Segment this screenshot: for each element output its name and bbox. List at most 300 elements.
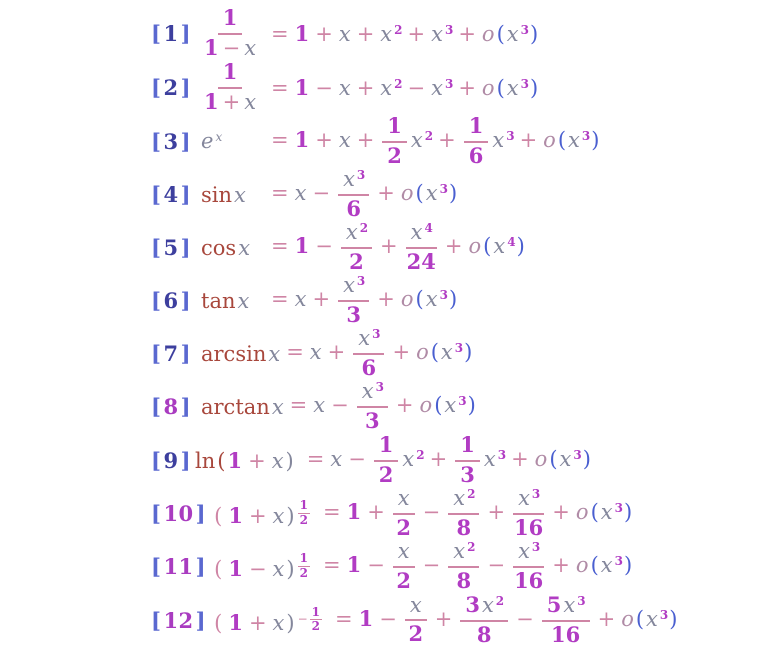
formula-lhs	[209, 606, 323, 635]
math-token: x	[410, 220, 423, 245]
fraction	[405, 594, 427, 647]
math-token: o	[534, 446, 548, 471]
math-token: 2	[299, 512, 308, 527]
math-token: )	[529, 75, 539, 100]
fraction	[203, 6, 257, 60]
math-token: 3	[614, 554, 623, 569]
math-token: ]	[180, 20, 191, 46]
formula-rhs	[266, 274, 458, 327]
fraction-denominator	[407, 621, 424, 647]
math-token: x	[410, 127, 423, 152]
math-token: 3	[581, 128, 591, 143]
fraction-denominator	[386, 143, 403, 169]
fraction-denominator	[345, 302, 362, 328]
fraction-denominator	[456, 568, 473, 594]
fraction-denominator	[300, 514, 308, 527]
math-token: 3	[356, 274, 366, 289]
math-token: )	[286, 557, 295, 582]
fraction-denominator	[203, 35, 257, 61]
math-token: 16	[514, 567, 544, 593]
math-token: x	[343, 167, 355, 192]
math-token: o	[481, 75, 495, 100]
math-token: tan	[201, 288, 236, 313]
math-token: x	[338, 21, 351, 46]
math-token: e	[201, 129, 214, 154]
fraction	[393, 487, 415, 540]
fraction-numerator	[353, 327, 384, 355]
formula-lhs	[200, 60, 266, 114]
math-token: 5	[546, 592, 562, 618]
math-token: )	[591, 127, 600, 152]
math-token: 2	[396, 514, 412, 540]
math-token: [	[151, 20, 162, 46]
math-token: 3	[458, 394, 467, 409]
formula-row-7	[150, 327, 760, 380]
math-token: 6	[468, 142, 484, 168]
math-token: [	[151, 235, 162, 261]
formula-label	[150, 501, 207, 526]
math-token: x	[244, 35, 257, 60]
formula-rhs	[281, 327, 473, 380]
math-token: 3	[614, 501, 623, 516]
fraction-numerator	[298, 499, 310, 514]
math-token: (	[430, 340, 439, 365]
fraction-numerator	[513, 540, 544, 568]
formula-rhs	[285, 380, 477, 433]
math-token: +	[222, 89, 241, 114]
fraction-denominator	[459, 462, 476, 488]
math-token: o	[400, 287, 414, 312]
math-token: 2	[424, 128, 434, 143]
math-token: 1	[204, 34, 219, 60]
fraction	[448, 540, 479, 593]
math-token: +	[392, 340, 411, 365]
math-token: 1	[346, 499, 362, 525]
math-token: 2	[396, 567, 412, 593]
math-token: 1	[294, 233, 310, 259]
math-token: 1	[378, 432, 394, 458]
formula-row-1	[150, 6, 760, 60]
superscript	[394, 24, 402, 36]
math-token: 2	[408, 621, 424, 647]
math-token: 3	[506, 128, 515, 143]
math-token: +	[458, 75, 476, 100]
formula-lhs	[200, 6, 266, 60]
math-token: 6	[163, 288, 179, 314]
fraction-denominator	[513, 515, 544, 541]
math-token: 16	[514, 514, 544, 540]
math-token: x	[425, 181, 438, 206]
superscript	[416, 449, 424, 461]
math-token: +	[248, 610, 267, 635]
math-token: x	[330, 446, 343, 471]
fraction-denominator	[345, 196, 362, 222]
math-token: +	[519, 127, 538, 152]
math-token: (	[557, 127, 567, 152]
math-token: x	[361, 379, 374, 404]
math-token: 8	[456, 567, 472, 593]
math-token: x	[431, 21, 443, 46]
fraction-numerator	[382, 114, 407, 143]
math-token: 3	[365, 407, 380, 433]
fraction-denominator	[378, 462, 395, 488]
formula-label	[150, 129, 200, 154]
math-token: 2	[416, 447, 425, 462]
math-token: 2	[467, 540, 476, 555]
formula-row-8	[150, 380, 760, 433]
formula-lhs	[200, 183, 266, 207]
math-token: 3	[356, 168, 366, 183]
math-token: 3	[439, 288, 448, 303]
formula-lhs	[200, 342, 281, 366]
superscript	[445, 24, 453, 36]
math-token: +	[377, 287, 395, 312]
math-token: )	[529, 21, 539, 46]
math-token: o	[575, 553, 589, 578]
fraction-numerator	[460, 593, 508, 622]
formula-label	[150, 75, 200, 100]
math-token: [	[151, 447, 162, 473]
fraction-denominator	[361, 355, 378, 381]
math-token: x	[518, 486, 530, 511]
math-token: =	[271, 75, 289, 100]
math-token: )	[286, 504, 295, 529]
math-token: 1	[222, 59, 238, 85]
math-token: x	[234, 182, 246, 207]
formula-row-2	[150, 60, 760, 114]
math-token: +	[356, 127, 375, 152]
math-token: x	[397, 539, 410, 564]
superscript	[532, 541, 540, 553]
superscript	[577, 595, 585, 607]
math-token: x	[237, 288, 250, 313]
math-token: [	[151, 341, 162, 367]
fraction-denominator	[406, 249, 437, 275]
formula-row-11	[150, 540, 760, 593]
math-token: x	[425, 287, 438, 312]
math-token: =	[271, 127, 289, 152]
math-token: 3	[444, 76, 454, 91]
fraction	[542, 593, 590, 647]
math-token: 3	[531, 540, 541, 555]
superscript	[582, 130, 590, 142]
superscript	[573, 449, 581, 461]
math-token: −	[407, 75, 426, 100]
formula-rhs	[266, 21, 539, 46]
math-token: 2	[163, 74, 179, 100]
math-token: x	[268, 341, 281, 366]
math-token: +	[312, 287, 331, 312]
math-token: 1	[299, 551, 308, 566]
math-token: ]	[180, 235, 191, 261]
math-token: x	[431, 75, 443, 100]
math-token: x	[338, 75, 351, 100]
math-token: 1	[311, 604, 321, 619]
math-token: 1	[228, 556, 243, 582]
math-token: +	[248, 448, 266, 473]
math-token: +	[434, 606, 453, 631]
math-token: x	[444, 393, 457, 418]
formula-lhs	[209, 552, 311, 581]
math-token: 8	[163, 394, 179, 420]
formula-label	[150, 394, 200, 419]
fraction	[464, 114, 489, 168]
math-token: (	[217, 448, 226, 473]
superscript	[506, 130, 514, 142]
math-token: =	[335, 606, 353, 631]
math-token: 3	[460, 461, 475, 487]
math-token: (	[483, 234, 492, 259]
math-token: +	[367, 500, 385, 525]
math-token: −	[422, 500, 441, 525]
fraction-denominator	[364, 408, 381, 434]
math-token: 2	[387, 142, 402, 168]
math-token: x	[272, 504, 285, 529]
math-token: (	[590, 500, 599, 525]
math-token: −	[312, 181, 331, 206]
math-token: 3	[520, 76, 529, 91]
formula-label	[150, 608, 207, 633]
math-token: 16	[551, 621, 581, 647]
math-token: 2	[394, 76, 403, 91]
math-token: sin	[201, 182, 233, 207]
math-token: 2	[311, 619, 321, 634]
fraction-numerator	[218, 60, 243, 89]
superscript	[496, 595, 504, 607]
math-token: 3	[346, 301, 361, 327]
math-token: +	[438, 127, 456, 152]
formula-rhs	[266, 114, 600, 168]
math-token: +	[356, 21, 375, 46]
math-token: =	[271, 21, 289, 46]
fraction-numerator	[357, 380, 388, 408]
math-token: x	[380, 21, 393, 46]
math-token: ]	[180, 128, 191, 154]
fraction-denominator	[468, 143, 485, 169]
math-token: 1	[222, 5, 238, 30]
formula-label	[150, 288, 200, 313]
math-token: x	[345, 220, 358, 245]
math-token: 4	[507, 235, 516, 250]
math-token: o	[575, 500, 589, 525]
superscript	[458, 395, 466, 407]
fraction-numerator	[448, 487, 479, 515]
formula-row-10	[150, 487, 760, 540]
fraction	[298, 552, 310, 579]
superscript	[521, 24, 529, 36]
superscript	[425, 222, 433, 234]
superscript	[425, 130, 433, 142]
math-token: +	[552, 500, 570, 525]
math-token: x	[402, 446, 415, 471]
math-token: )	[448, 181, 458, 206]
superscript	[532, 488, 540, 500]
math-token: 3	[444, 22, 454, 37]
math-token: −	[379, 606, 397, 631]
fraction-numerator	[310, 606, 322, 621]
math-token: 3	[465, 592, 480, 618]
math-token: x	[271, 448, 284, 473]
math-token: 1	[228, 503, 243, 529]
math-token: =	[271, 234, 289, 259]
math-token: )	[669, 606, 678, 631]
fraction-numerator	[448, 540, 479, 568]
fraction	[513, 487, 544, 540]
formula-rhs	[318, 487, 633, 540]
math-token: ln	[195, 448, 216, 473]
math-token: +	[597, 606, 616, 631]
superscript	[297, 606, 323, 633]
math-token: =	[322, 500, 341, 525]
math-token: arcsin	[201, 341, 267, 366]
fraction-denominator	[203, 89, 257, 115]
formula-rhs	[302, 433, 592, 487]
math-token: )	[623, 500, 633, 525]
math-token: o	[400, 181, 414, 206]
fraction	[374, 433, 399, 487]
superscript	[215, 131, 222, 143]
math-token: =	[322, 553, 341, 578]
math-token: (	[415, 287, 424, 312]
math-token: 2	[378, 461, 394, 487]
math-token: [	[151, 128, 162, 154]
math-token: 3	[439, 182, 448, 197]
math-token: 4	[424, 221, 433, 236]
math-token: x	[453, 486, 466, 511]
fraction	[455, 433, 480, 487]
math-token: +	[380, 234, 398, 259]
math-token: x	[294, 181, 307, 206]
math-token: 1	[163, 20, 179, 46]
formula-rhs	[266, 75, 539, 100]
math-token: −	[331, 393, 349, 418]
formula-rhs	[266, 168, 458, 221]
fraction-numerator	[338, 168, 369, 196]
math-token: 4	[163, 182, 179, 208]
math-token: 2	[495, 594, 505, 609]
superscript	[498, 449, 506, 461]
fraction-denominator	[300, 567, 308, 580]
math-token: x	[563, 593, 576, 618]
math-token: 6	[346, 195, 361, 221]
math-token: x	[313, 393, 326, 418]
math-token: x	[559, 446, 572, 471]
math-token: ]	[195, 554, 207, 580]
formula-label	[150, 448, 192, 473]
math-token: 3	[163, 128, 179, 154]
superscript	[297, 499, 311, 526]
fraction-denominator	[550, 622, 581, 648]
math-token: (	[415, 181, 424, 206]
math-token: ]	[180, 182, 191, 208]
formula-row-9	[150, 433, 760, 487]
fraction	[460, 593, 508, 647]
fraction-numerator	[455, 433, 480, 462]
math-token: [	[151, 394, 162, 420]
math-token: x	[506, 75, 519, 100]
math-token: =	[286, 340, 304, 365]
fraction	[338, 274, 369, 327]
math-token: [	[151, 607, 162, 633]
math-token: x	[215, 130, 223, 145]
math-token: [	[151, 288, 162, 314]
math-token: )	[464, 340, 473, 365]
math-token: o	[416, 340, 429, 365]
math-token: 8	[456, 514, 472, 540]
math-token: =	[271, 287, 289, 312]
math-token: o	[419, 393, 433, 418]
fraction-numerator	[298, 552, 310, 567]
math-token: 2	[467, 487, 476, 502]
math-token: (	[496, 75, 505, 100]
math-token: 3	[520, 22, 529, 37]
formula-label	[150, 235, 200, 260]
superscript	[297, 552, 311, 579]
math-token: 1	[294, 126, 310, 152]
math-token: x	[397, 486, 410, 511]
superscript	[660, 609, 668, 621]
math-token: )	[516, 234, 525, 259]
fraction	[341, 221, 372, 274]
math-token: +	[511, 446, 529, 471]
math-token: x	[238, 235, 251, 260]
superscript	[372, 328, 380, 340]
math-token: 1	[358, 605, 374, 631]
superscript	[394, 78, 402, 90]
formula-rhs	[266, 221, 526, 274]
math-token: x	[244, 89, 257, 114]
fraction-numerator	[338, 274, 369, 302]
math-token: ]	[180, 288, 191, 314]
math-token: 1	[294, 74, 310, 100]
fraction-numerator	[542, 593, 590, 622]
math-token: +	[356, 75, 375, 100]
superscript	[615, 555, 623, 567]
math-token: −	[297, 611, 308, 626]
math-token: [	[151, 74, 162, 100]
fraction-denominator	[513, 568, 544, 594]
formula-lhs	[200, 236, 266, 260]
formula-lhs	[200, 289, 266, 313]
math-token: +	[552, 553, 570, 578]
fraction-numerator	[374, 433, 399, 462]
fraction	[310, 606, 322, 633]
math-token: (	[590, 553, 599, 578]
math-token: 3	[372, 327, 381, 342]
math-token: 1	[346, 552, 362, 578]
math-token: 24	[406, 248, 436, 274]
math-token: 2	[299, 565, 308, 580]
math-token: 6	[361, 354, 377, 380]
math-token: 3	[577, 594, 586, 609]
math-token: x	[453, 539, 466, 564]
math-token: −	[315, 234, 333, 259]
formula-row-12	[150, 593, 760, 647]
math-token: (	[214, 610, 223, 635]
math-token: =	[289, 393, 308, 418]
math-token: ]	[195, 501, 207, 527]
math-token: x	[309, 340, 322, 365]
math-token: 3	[454, 341, 464, 356]
fraction	[203, 60, 257, 114]
math-token: x	[338, 127, 351, 152]
math-token: x	[358, 326, 371, 351]
superscript	[440, 183, 448, 195]
math-token: (	[214, 504, 223, 529]
math-token: =	[306, 446, 325, 471]
math-token: x	[272, 610, 285, 635]
math-token: −	[422, 553, 441, 578]
